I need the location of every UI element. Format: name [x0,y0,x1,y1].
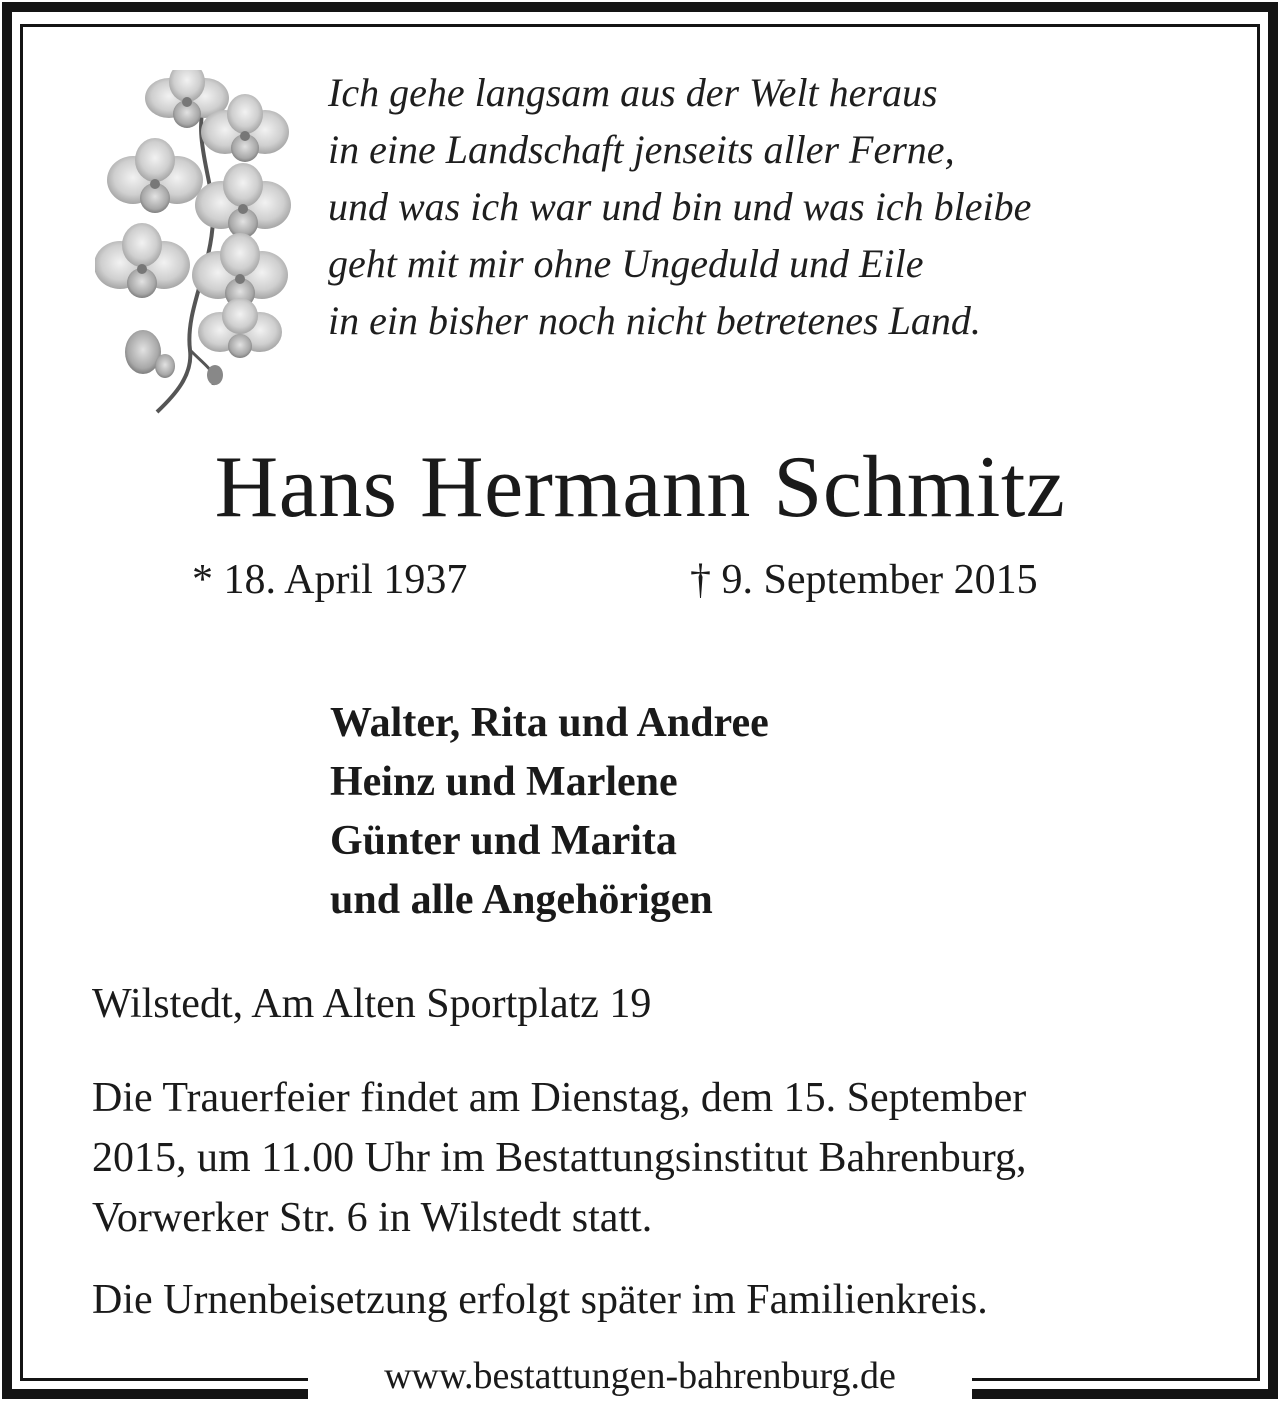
mourner-line: und alle Angehörigen [330,877,713,923]
family-address: Wilstedt, Am Alten Sportplatz 19 [92,981,652,1027]
urn-burial-notice: Die Urnenbeisetzung erfolgt später im Familienkreis. [92,1277,988,1323]
poem-line: geht mit mir ohne Ungeduld und Eile [328,241,924,286]
poem-line: Ich gehe langsam aus der Welt heraus [328,70,938,115]
ceremony-line: 2015, um 11.00 Uhr im Bestattungsinstitut Bahrenburg, [92,1135,1027,1181]
poem-line: in eine Landschaft jenseits aller Ferne, [328,127,955,172]
mourner-line: Günter und Marita [330,818,677,864]
deceased-name: Hans Hermann Schmitz [214,439,1066,536]
bottom-rule-thin-right [972,1378,1260,1381]
poem [328,64,1228,349]
ceremony-line: Vorwerker Str. 6 in Wilstedt statt. [92,1195,653,1241]
poem-line: in ein bisher noch nicht betretenes Land. [328,298,981,343]
bottom-rule-left [2,1389,308,1399]
poem-line: und was ich war und bin und was ich bleibe [328,184,1032,229]
mourner-line: Heinz und Marlene [330,759,678,805]
mourners-list [330,694,769,930]
funeral-home-website: www.bestattungen-bahrenburg.de [384,1355,896,1397]
bottom-rule-right [972,1389,1278,1399]
death-date: † 9. September 2015 [690,557,1038,603]
mourner-line: Walter, Rita und Andree [330,700,769,746]
orchid-branch-icon [95,70,305,415]
birth-date: * 18. April 1937 [192,557,468,603]
bottom-rule-thin-left [20,1378,308,1381]
ceremony-line: Die Trauerfeier findet am Dienstag, dem 15. September [92,1075,1027,1121]
funeral-ceremony-notice [92,1068,1026,1248]
